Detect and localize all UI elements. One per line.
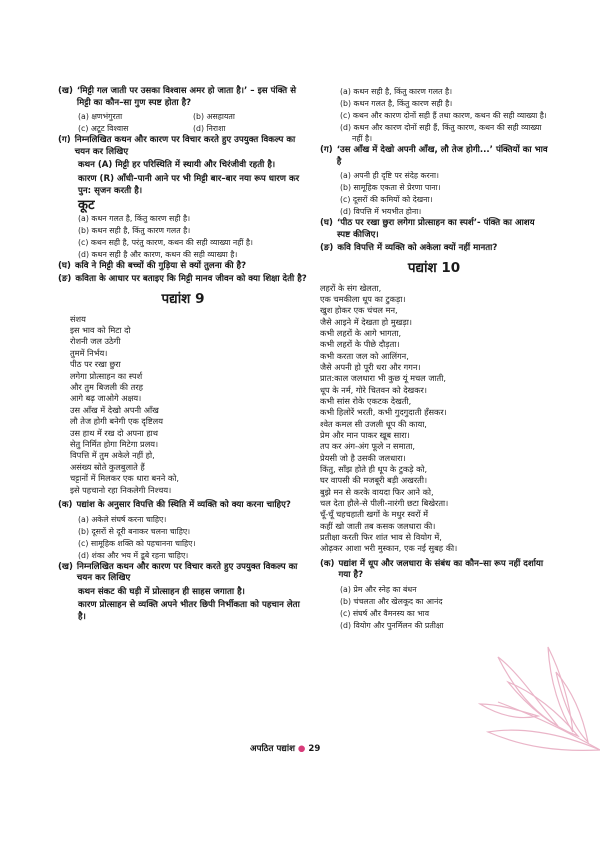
poem-line: रोशनी जल उठेगी bbox=[70, 336, 121, 347]
poem-line: कभी लहरों के पीछे दौड़ता। bbox=[320, 339, 400, 350]
option-d: (d) कथन और कारण दोनों सही हैं, किंतु कारण, कथन की सही व्याख्या नहीं है। bbox=[340, 123, 542, 143]
poem-line: प्रतीक्षा करती फिर शांत भाव से वियोग में, bbox=[320, 532, 442, 543]
poem-line: घर वापसी की मजबूरी बड़ी अखरती। bbox=[320, 475, 428, 486]
option-c: (c) सामूहिक शक्ति को पहचानना चाहिए। bbox=[78, 538, 196, 548]
poem-line: कहीं खो जाती तब कसक जलधारा की। bbox=[320, 520, 436, 531]
koot-label: कूट bbox=[78, 198, 95, 214]
poem-line: चूँ-चूँ चहचहाती खगों के मधुर स्वरों में bbox=[320, 509, 429, 520]
assertion-statement: कथन (A) मिट्टी हर परिस्थिति में स्थायी और चिरंजीवी रहती है। bbox=[78, 160, 276, 171]
option-a: (a) प्रेम और स्नेह का बंधन bbox=[340, 585, 417, 594]
poem-line: उस आँख में देखो अपनी आँख bbox=[70, 404, 159, 415]
poem-line: पीठ पर रखा छुरा bbox=[70, 359, 121, 370]
left-column bbox=[58, 86, 308, 626]
poem-line: चट्टानों में मिलकर एक धारा बनने को, bbox=[70, 473, 179, 484]
option-d: (d) वियोग और पुनर्मिलन की प्रतीक्षा bbox=[340, 621, 444, 630]
question-text: कविता के आधार पर बताइए कि मिट्टी मानव जीवन को क्या शिक्षा देती है? bbox=[75, 274, 307, 285]
question-number: (ख) bbox=[58, 561, 73, 572]
poem-line: ओढ़कर आशा भरी मुस्कान, एक नई सुबह की। bbox=[320, 543, 458, 554]
poem-line: तप कर अंग-अंग फूले न समाता, bbox=[320, 441, 416, 452]
question-number: (ङ) bbox=[58, 274, 72, 285]
option-b: (b) कथन गलत है, किंतु कारण सही है। bbox=[340, 99, 453, 108]
poem-line: बुझे मन से करके वायदा फिर आने को, bbox=[320, 486, 434, 497]
option-c: (c) संघर्ष और वैमनस्य का भाव bbox=[340, 609, 430, 618]
option-b: (b) कथन सही है, किंतु कारण गलत है। bbox=[78, 225, 191, 235]
poem-line: जैसे अपनी हो पूरी धरा और गगन। bbox=[320, 361, 421, 372]
poem-line: और तुम बिजली की तरह bbox=[70, 381, 144, 392]
poem-line: लहरों के संग खेलता, bbox=[320, 282, 382, 293]
reason-statement: कारण प्रोत्साहन से व्यक्ति अपने भीतर छिपी निर्भीकता को पहचान लेता है। bbox=[78, 600, 300, 622]
option-c: (c) दूसरों की कमियों को देखना। bbox=[340, 195, 433, 205]
poem-9 bbox=[70, 314, 308, 497]
question-number: (ग) bbox=[58, 135, 71, 146]
assertion-statement: कथन संकट की घड़ी में प्रोत्साहन ही साहस जगाता है। bbox=[78, 586, 245, 597]
option-a: (a) अकेले संघर्ष करना चाहिए। bbox=[78, 514, 167, 524]
reason-statement: कारण (R) आँधी–पानी आने पर भी मिट्टी बार–बार नया रूप धारण कर पुन: सृजन करती है। bbox=[78, 173, 300, 196]
page-number: 29 bbox=[308, 744, 321, 754]
leaf-icon bbox=[478, 632, 600, 752]
question-text: ‘मिट्टी गल जाती पर उसका विश्वास अमर हो जाता है।’ – इस पंक्ति से मिट्टी का कौन–सा गुण स्पष्ट होता है? bbox=[76, 86, 297, 108]
option-a: (a) क्षणभंगुरता bbox=[78, 112, 123, 122]
option-b: (b) सामूहिक एकता से प्रेरणा पाना। bbox=[340, 183, 441, 193]
poem-line: प्रेयसी जो है उसकी जलधारा। bbox=[320, 452, 406, 463]
options-10-ka bbox=[340, 584, 548, 631]
poem-10 bbox=[320, 283, 548, 555]
option-d: (d) कथन सही है और कारण, कथन की सही व्याख्या है। bbox=[78, 249, 238, 259]
options-9-ka bbox=[78, 514, 308, 561]
question-text: ‘उस आँख में देखो अपनी आँख, लौ तेज होगी...’ पंक्तियों का भाव है bbox=[336, 145, 548, 167]
poem-line: चल देता हौले-से पीली-नारंगी छटा बिखेरता। bbox=[320, 498, 449, 509]
question-nga bbox=[58, 274, 308, 286]
question-kha bbox=[58, 86, 308, 109]
question-number: (ख) bbox=[58, 86, 73, 96]
question-number: (ग) bbox=[320, 145, 333, 155]
option-d: (d) विपत्ति में भयभीत होना। bbox=[340, 207, 422, 217]
poem-line: प्रात:काल जलधारा भी कुछ यूं मचल जाती, bbox=[320, 373, 446, 384]
poem-line: कभी करता जल को आलिंगन, bbox=[320, 350, 409, 361]
poem-line: प्रेम और मान पाकर खूब सारा। bbox=[320, 430, 410, 441]
question-text: कवि विपत्ति में व्यक्ति को अकेला क्यों नहीं मानता? bbox=[337, 243, 498, 254]
options-9-ga bbox=[340, 170, 548, 217]
question-gha bbox=[58, 261, 308, 273]
poem-line: कभी लहरों के आगे भागता, bbox=[320, 327, 402, 338]
question-text: निम्नलिखित कथन और कारण पर विचार करते हुए उपयुक्त विकल्प का चयन कर लिखिए bbox=[76, 561, 298, 584]
poem-line: लगेगा प्रोत्साहन का स्पर्श bbox=[70, 370, 143, 381]
question-number: (घ) bbox=[58, 260, 71, 271]
option-b: (b) चंचलता और खेलकूद का आनंद bbox=[340, 597, 443, 606]
poem-line: किंतु, साँझ होते ही धूप के टुकड़े को, bbox=[320, 464, 428, 475]
poem-line: जैसे आइने में देखता हो मुखड़ा। bbox=[320, 316, 412, 327]
option-d: (d) निराशा bbox=[193, 124, 226, 134]
poem-line: इसे पहचानो रहा निकलेगी निश्चय। bbox=[70, 484, 172, 495]
option-a: (a) कथन गलत है, किंतु कारण सही है। bbox=[78, 213, 191, 223]
option-d: (d) शंका और भय में डूबे रहना चाहिए। bbox=[78, 550, 189, 560]
question-text: ‘पीठ पर रखा छुरा लगेगा प्रोत्साहन का स्पर्श’- पंक्ति का आशय स्पष्ट कीजिए। bbox=[336, 218, 535, 240]
option-b: (b) असहायता bbox=[193, 112, 235, 122]
bullet-dot-icon: ● bbox=[297, 744, 306, 754]
options-ga bbox=[78, 213, 308, 260]
poem-line: सेतु निर्मित होगा मिटेगा प्रलय। bbox=[70, 439, 159, 449]
poem-line: कभी सांस रोके एकटक देखती, bbox=[320, 396, 412, 406]
option-c: (c) कथन सही है, परंतु कारण, कथन की सही व्याख्या नहीं है। bbox=[78, 237, 253, 247]
poem-line: कभी हिलोरें भरती, कभी गुदगुदाती हँसकर। bbox=[320, 407, 447, 418]
question-ga bbox=[58, 135, 308, 158]
option-c: (c) कथन और कारण दोनों सही हैं तथा कारण, कथन की सही व्याख्या है। bbox=[340, 111, 547, 120]
right-column bbox=[320, 86, 548, 632]
question-10-ka bbox=[320, 559, 548, 582]
poem-line: तुममें निर्भय। bbox=[70, 347, 108, 358]
option-a: (a) अपनी ही दृष्टि पर संदेह करना। bbox=[340, 171, 439, 181]
question-9-kha bbox=[58, 562, 308, 585]
question-9-ka bbox=[58, 500, 308, 512]
poem-line: आगे बढ़ जाओगे अक्षय। bbox=[70, 393, 142, 404]
question-number: (घ) bbox=[320, 218, 333, 229]
question-number: (क) bbox=[320, 558, 335, 569]
poem-line: इस भाव को मिटा दो bbox=[70, 324, 131, 335]
poem-line: लौ तेज होगी बनेगी एक दृष्टिलय bbox=[70, 416, 163, 427]
question-9-gha bbox=[320, 218, 548, 241]
option-c: (c) अटूट विश्वास bbox=[78, 124, 129, 134]
poem-line: संशय bbox=[70, 313, 86, 324]
footer-title: अपठित पद्यांश bbox=[250, 744, 295, 754]
section-heading-10: पद्यांश 10 bbox=[407, 259, 461, 276]
poem-line: धूप के नर्म, गोरे चितवन को देखकर। bbox=[320, 384, 427, 395]
question-9-ga bbox=[320, 145, 548, 168]
option-a: (a) कथन सही है, किंतु कारण गलत है। bbox=[340, 87, 453, 96]
question-text: निम्नलिखित कथन और कारण पर विचार करते हुए उपयुक्त विकल्प का चयन कर लिखिए bbox=[74, 135, 296, 157]
question-number: (क) bbox=[58, 500, 73, 511]
poem-line: एक चमकीला धूप का टुकड़ा। bbox=[320, 293, 406, 304]
options-9-kha bbox=[340, 86, 548, 144]
poem-line: असंख्य स्रोते कुलबुलाते हैं bbox=[70, 461, 145, 472]
option-b: (b) दूसरों से दूरी बनाकर चलना चाहिए। bbox=[78, 526, 191, 536]
question-text: पद्यांश के अनुसार विपत्ति की स्थिति में व्यक्ति को क्या करना चाहिए? bbox=[76, 500, 291, 511]
question-9-nga bbox=[320, 243, 548, 255]
poem-line: खुश होकर एक चंचल मन, bbox=[320, 305, 398, 316]
section-heading-9: पद्यांश 9 bbox=[161, 290, 205, 307]
page-footer bbox=[250, 742, 390, 754]
question-number: (ङ) bbox=[320, 243, 334, 254]
options-kha bbox=[78, 111, 308, 134]
question-text: कवि ने मिट्टी की बच्चों की गुड़िया से क्यों तुलना की है? bbox=[74, 260, 247, 271]
question-text: पद्यांश में धूप और जलधारा के संबंध का कौन–सा रूप नहीं दर्शाया गया है? bbox=[338, 558, 544, 581]
poem-line: श्वेत कमल सी उजली धूप की काया, bbox=[320, 418, 427, 429]
poem-line: उस हाथ में रख दो अपना हाथ bbox=[70, 427, 159, 438]
poem-line: विपत्ति में तुम अकेले नहीं हो, bbox=[70, 450, 155, 461]
